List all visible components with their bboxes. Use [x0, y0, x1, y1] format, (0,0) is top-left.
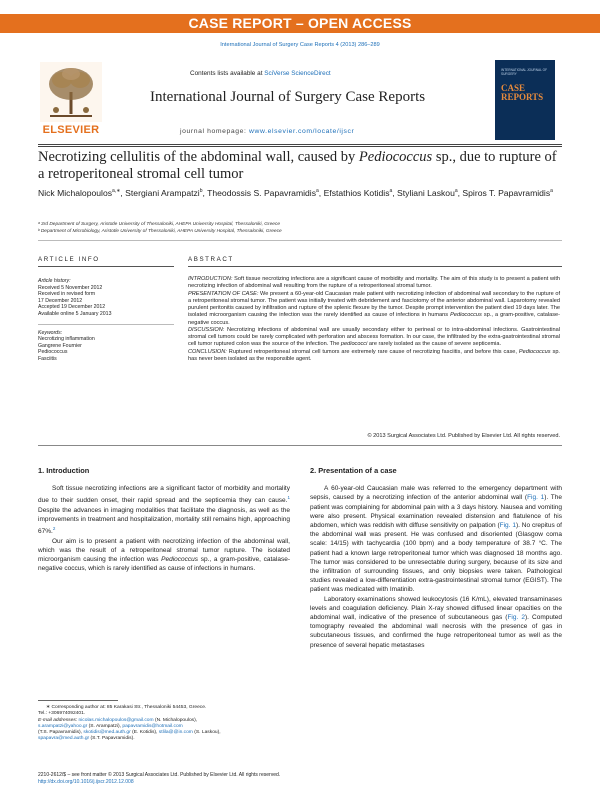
- article-info-rule: [38, 266, 174, 267]
- intro-paragraph: [38, 537, 290, 574]
- figure-link[interactable]: Fig. 2: [507, 614, 525, 622]
- footnotes: [38, 705, 290, 743]
- header-rule-2: [38, 146, 562, 147]
- case-section: [310, 466, 562, 650]
- abstract-text: Necrotizing infections of abdominal wall are usually secondary either to perineal or to intra-abdominal infections. Gastrointestinal stromal cell tumors could be rarely complicated with perforation and abscess formation. In our case, the infiltrated by the extra-gastrointestinal stromal cell tumor ruptured colon was the source of the infection. The: [188, 326, 560, 348]
- sciencedirect-link[interactable]: SciVerse ScienceDirect: [264, 70, 331, 77]
- abstract-italic: pediococci: [340, 341, 368, 348]
- body-text: sp., a gram-positive, catalase-negative coccus, which is rarely identified as cause of infections in humans.: [38, 555, 290, 573]
- history-item: Accepted 19 December 2012: [38, 304, 106, 311]
- corresponding-author: ∗ Corresponding author at: 85 Karakasi Str., Thessaloniki 54453, Greece.: [46, 705, 207, 710]
- email-link[interactable]: papavramidis@hotmail.com: [122, 723, 183, 729]
- email-link[interactable]: nicolas.michalopoulos@gmail.com: [77, 717, 154, 723]
- journal-name: International Journal of Surgery Case Reports: [150, 89, 426, 105]
- history-label: Article history:: [38, 278, 71, 284]
- footnote-rule: [38, 700, 118, 701]
- abstract-rule: [188, 266, 562, 267]
- homepage-prefix: journal homepage:: [180, 128, 249, 135]
- abstract-discussion: [188, 327, 560, 349]
- journal-homepage: [180, 128, 354, 135]
- email-owner: (T.S. Papavramidis),: [38, 730, 84, 736]
- homepage-link[interactable]: www.elsevier.com/locate/ijscr: [249, 128, 355, 135]
- contents-line: [190, 70, 331, 77]
- keyword: Gangrene Fournier: [38, 342, 82, 349]
- author-affil-mark[interactable]: b: [199, 188, 203, 194]
- abstract-case: [188, 291, 560, 327]
- email-line: [38, 736, 290, 742]
- affiliation-a: ᵃ 3rd Department of Surgery, Aristotle University of Thessaloniki, AHEPA University Hospital, Thessaloniki, Greece: [38, 222, 281, 227]
- abstract-copyright: © 2013 Surgical Associates Ltd. Published by Elsevier Ltd. All rights reserved.: [367, 433, 560, 439]
- abstract-introduction: [188, 276, 560, 291]
- history-item: Received 5 November 2012: [38, 284, 103, 291]
- author-name: , Efstathios Kotidis: [318, 187, 390, 198]
- author-affil-mark[interactable]: a,∗: [112, 188, 121, 194]
- keywords-rule: [38, 324, 174, 325]
- email-link[interactable]: skotidis@med.auth.gr: [83, 730, 131, 736]
- author-list: [38, 186, 563, 199]
- page-footer: [38, 772, 418, 786]
- doi-link[interactable]: http://dx.doi.org/10.1016/j.ijscr.2012.12.008: [38, 779, 134, 785]
- figure-link[interactable]: Fig. 1: [527, 494, 545, 502]
- abstract-text: We present a 60-year-old Caucasian male patient with necrotizing infection of abdominal wall secondary to the rupture of a retroperitoneal stromal tumor. The patient was initially treated with debridement and fasciotomy of the anterior abdominal wall. Laparotomy revealed purulent peritonitis caused by infiltration and rupture of the splenic flexure by the tumor. Despite prompt intervention the patient died 19 days later. The isolated microorganism causing the infection was the rarely identified as cause of infections in humans: [188, 290, 561, 319]
- introduction-section: [38, 466, 290, 573]
- abstract-text: Soft tissue necrotizing infections are a significant cause of morbidity and mortality. The aim of this study is to present a patient with necrotizing infection of abdominal wall resulting from the rupture of a retroperitoneal stromal tumor.: [188, 276, 560, 290]
- email-link[interactable]: spapavra@med.auth.gr: [38, 736, 90, 742]
- email-link[interactable]: stlila@@in.com: [158, 730, 193, 736]
- issn-line: 2210-2612/$ – see front matter © 2013 Surgical Associates Ltd. Published by Elsevier Ltd. All rights reserved.: [38, 772, 281, 778]
- abstract-text: are rarely isolated as the cause of severe septicemia.: [367, 341, 502, 348]
- case-paragraph: [310, 595, 562, 650]
- title-text-1: Necrotizing cellulitis of the abdominal wall, caused by: [38, 149, 359, 165]
- keyword: Pediococcus: [38, 349, 68, 356]
- author-affil-mark[interactable]: a: [316, 188, 319, 194]
- abstract-text: sp. has never been isolated as the responsible agent.: [188, 348, 560, 362]
- journal-citation[interactable]: International Journal of Surgery Case Reports 4 (2013) 286–289: [220, 42, 380, 48]
- body-text: Our aim is to present a patient with necrotizing infection of the abdominal wall, which was the result of a retroperitoneal stromal tumor rupture. The isolated microorganism causing the infection was: [38, 537, 290, 563]
- abstract-label: PRESENTATION OF CASE:: [188, 290, 259, 297]
- title-text-2: sp., due to rupture of a retroperitoneal stromal cell tumor: [38, 149, 557, 182]
- body-text: Laboratory examinations showed leukocytosis (16 K/mL), elevated transaminases levels and coagulation deficiency. Plain X-ray showed diffused linear opacities on the abdominal wall, indicative of the presence of subcutaneous gas (: [310, 595, 562, 622]
- affiliations: [38, 221, 563, 235]
- abstract-bottom-rule: [38, 445, 562, 446]
- introduction-heading: 1. Introduction: [38, 466, 90, 475]
- author-affil-mark[interactable]: a: [389, 188, 393, 194]
- email-owner: (S. Laskou),: [192, 730, 221, 736]
- contents-prefix: Contents lists available at: [190, 70, 265, 77]
- body-text: Soft tissue necrotizing infections are a significant factor of morbidity and mortality due to their sudden onset, their rapid spread and the septicemia they can cause.: [38, 485, 290, 505]
- case-paragraph: [310, 484, 562, 594]
- reference-link[interactable]: 1: [287, 495, 290, 501]
- email-owner: (S. Arampatzi),: [87, 723, 123, 729]
- email-owner: (S.T. Papavramidis).: [89, 736, 135, 742]
- abstract-text: Ruptured retroperitoneal stromal cell tumors are extremely rare cause of necrotizing fasciitis, and before this case,: [226, 348, 519, 355]
- email-link[interactable]: s.arampatzi@yahoo.gr: [38, 723, 88, 729]
- email-label: E-mail addresses:: [38, 717, 78, 723]
- abstract-label: INTRODUCTION:: [188, 276, 233, 282]
- article-title: [38, 149, 558, 183]
- author-name: , Styliani Laskou: [392, 187, 455, 198]
- history-item: 17 December 2012: [38, 297, 83, 304]
- figure-link[interactable]: Fig. 1: [499, 522, 516, 530]
- history-item: Available online 5 January 2013: [38, 310, 112, 317]
- abstract-body: [188, 276, 560, 363]
- abstract-text: sp., a gram-positive, catalase-negative coccus.: [188, 312, 561, 326]
- header-rule: [38, 144, 562, 145]
- abstract-label: DISCUSSION:: [188, 326, 225, 333]
- cover-title: CASE REPORTS: [501, 83, 544, 102]
- affiliation-b: ᵇ Department of Microbiology, Aristotle University of Thessaloniki, AHEPA University Hospital, Thessaloniki, Greece: [38, 229, 282, 234]
- email-owner: (N. Michalopoulos),: [153, 717, 198, 723]
- case-heading: 2. Presentation of a case: [310, 466, 397, 475]
- keywords-label: Keywords:: [38, 329, 63, 336]
- abstract-italic: Pediococcus: [450, 312, 482, 319]
- history-item: Received in revised form: [38, 291, 96, 298]
- abstract-heading: ABSTRACT: [188, 256, 234, 263]
- body-text: Despite the advances in imaging modalities that facilitate the diagnosis, as well as the improvements in treatment and hospitalization, mortality still remains high, approaching 67%.: [38, 506, 290, 536]
- abstract-conclusion: [188, 349, 560, 364]
- telephone: Tel.: +306974092401.: [38, 711, 86, 717]
- affiliation-rule: [38, 240, 562, 241]
- author-name: , Spiros T. Papavramidis: [457, 187, 551, 198]
- keyword: Necrotizing inflammation: [38, 336, 95, 343]
- reference-link[interactable]: 2: [52, 526, 56, 532]
- open-access-banner: CASE REPORT – OPEN ACCESS: [0, 14, 600, 33]
- author-name: , Theodossis S. Papavramidis: [202, 187, 317, 198]
- author-name: Nick Michalopoulos: [38, 187, 113, 198]
- body-text: ). The patient was complaining for abdominal pain with a 3 days history. Nausea and vomiting were also present. Physical examination revealed distension and flatulence of his abdomen, which was reddish with diffuse sensitivity on palpation (: [310, 494, 563, 530]
- abstract-italic: Pediococcus: [518, 348, 551, 355]
- cover-subtitle: INTERNATIONAL JOURNAL OF SURGERY: [501, 68, 548, 76]
- author-affil-mark[interactable]: a: [454, 188, 458, 194]
- title-italic: Pediococcus: [358, 149, 433, 165]
- keyword: Fasciitis: [38, 355, 57, 362]
- body-text: A 60-year-old Caucasian male was referred to the emergency department with sepsis, caused by a necrotizing infection of the anterior abdominal wall (: [310, 485, 562, 502]
- elsevier-wordmark: ELSEVIER: [42, 124, 100, 136]
- body-text: ). No crepitus of the abdominal wall was present. He was confused and disoriented (Glasgow coma scale: 14/15) with tachycardia (100 bpm) and a body temperature of 38.7 °C. The patient had a known large retroperitoneal tumor which was diagnosed 18 months ago. The tumor was considered to be unresectable during surgery, because of its size and the infiltration of surrounding tissues, and only biopsies were taken. Pathological studies revealed a low-differentiation extra-gastrointestinal stromal tumor (EGIST). The patient was medicated with Imatinib.: [310, 522, 562, 594]
- intro-paragraph: [38, 484, 290, 536]
- email-owner: (E. Kotidis),: [130, 730, 159, 736]
- author-affil-mark[interactable]: a: [550, 188, 553, 194]
- body-text: ). Computed tomography revealed the abdominal wall necrosis with the presence of gas in subcutaneous tissues, and confirmed the huge retroperitoneal tumor as well as the presence of several hepatic metastases: [310, 614, 562, 649]
- abstract-label: CONCLUSION:: [188, 348, 227, 355]
- article-info-panel: [38, 278, 174, 363]
- body-italic: Pediococcus: [161, 555, 199, 563]
- elsevier-tree-logo: [40, 62, 102, 130]
- author-name: , Stergiani Arampatzi: [120, 187, 200, 198]
- article-info-heading: ARTICLE INFO: [38, 256, 100, 263]
